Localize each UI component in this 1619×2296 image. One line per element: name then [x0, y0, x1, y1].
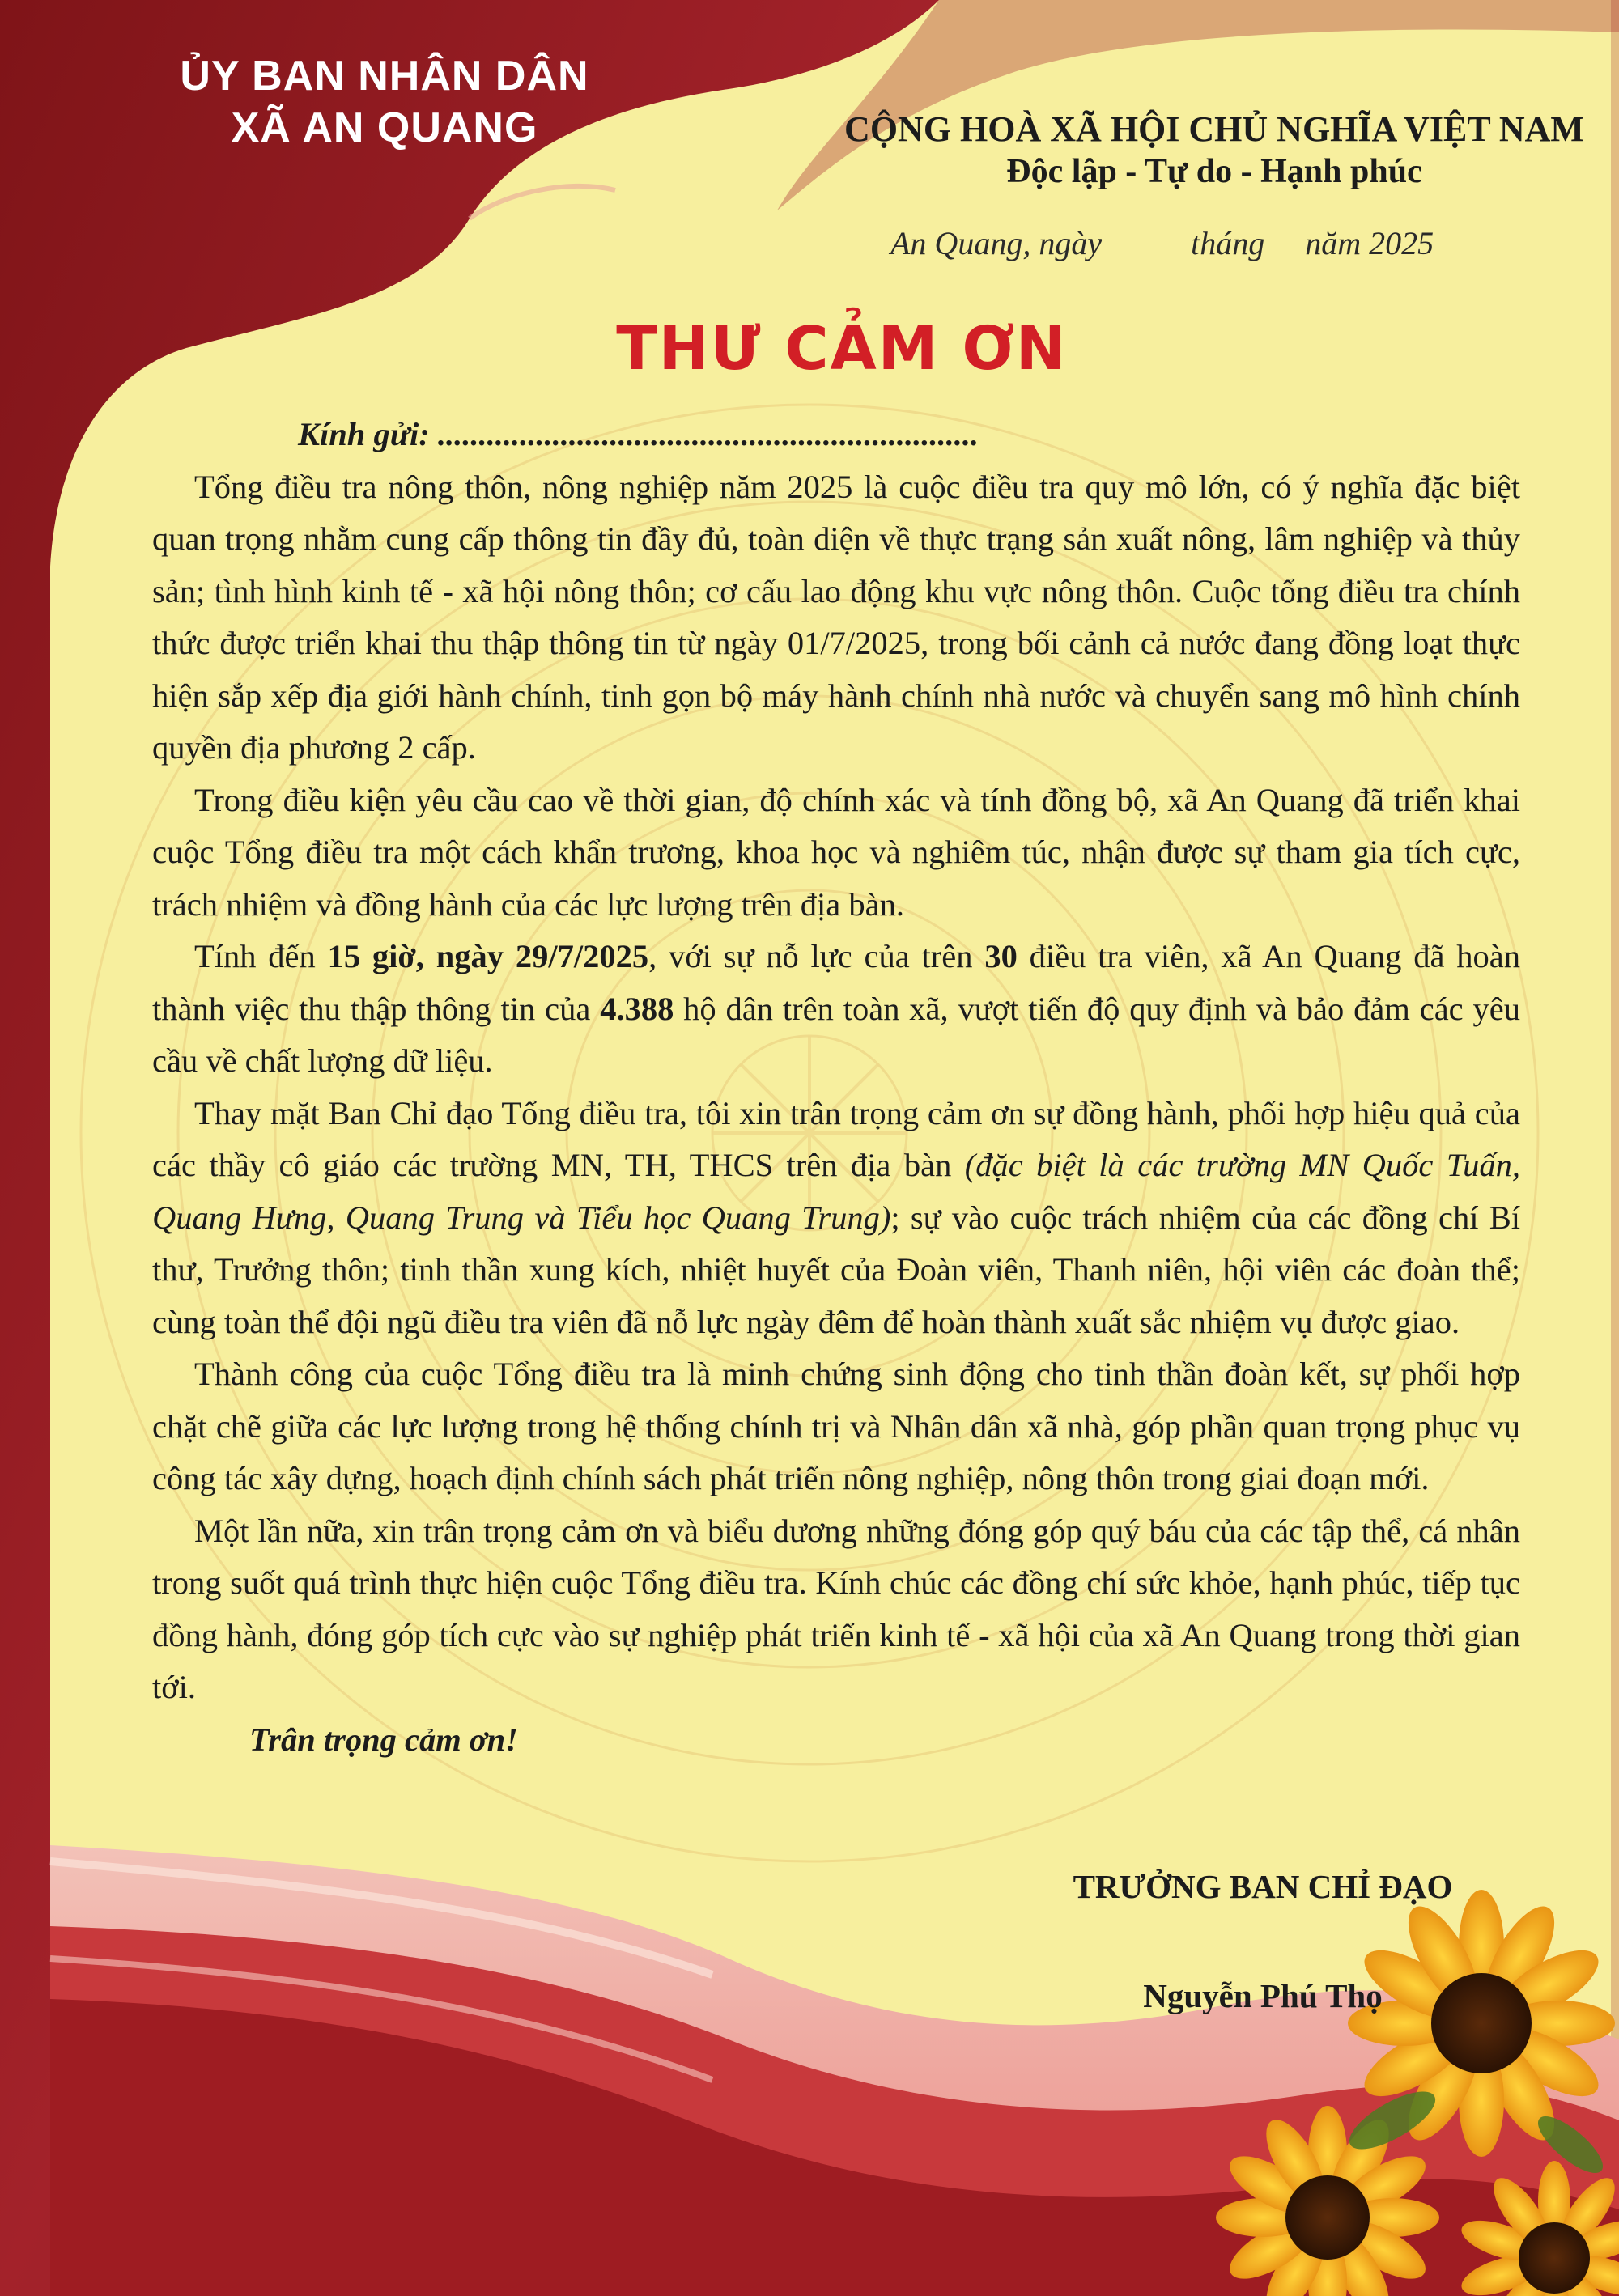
date-month: tháng [1191, 225, 1265, 261]
national-motto: Độc lập - Tự do - Hạnh phúc [1006, 153, 1422, 190]
paragraph-2: Trong điều kiện yêu cầu cao về thời gian, độ chính xác và tính đồng bộ, xã An Quang đã triển khai cuộc Tổng điều tra một cách khẩn trương, khoa học và nghiêm túc, nhận được sự tham gia tích cực, trách nhiệm và đồng hành của các lực lượng trên địa bàn. [152, 781, 1520, 923]
paragraph-3 [152, 931, 1520, 1088]
p4-text-2: ; sự vào cuộc trách nhiệm của các đồng chí Bí thư, Trưởng thôn; tinh thần xung kích, nhiệt huyết của Đoàn viên, Thanh niên, hội viên các đoàn thể; cùng toàn thể đội ngũ điều tra viên đã nỗ lực ngày đêm để hoàn thành xuất sắc nhiệm vụ được giao. [152, 1199, 1521, 1340]
p3-text-4: hộ dân trên toàn xã, vượt tiến độ quy định và bảo đảm các yêu cầu về chất lượng dữ liệu. [152, 990, 1520, 1079]
date-line [890, 223, 1538, 264]
p3-text-1: Tính đến [194, 938, 328, 974]
p4-italic-schools: (đặc biệt là các trường MN Quốc Tuấn, Quang Hưng, Quang Trung và Tiểu học Quang Trung) [152, 1147, 1520, 1236]
p3-text-2: , với sự nỗ lực của trên [648, 938, 985, 974]
national-title: CỘNG HOÀ XÃ HỘI CHỦ NGHĨA VIỆT NAM [844, 109, 1584, 149]
signer-name: Nguyễn Phú Thọ [1143, 1977, 1383, 2014]
date-place: An Quang, ngày [890, 225, 1103, 261]
org-line-2: XÃ AN QUANG [231, 104, 538, 151]
p4-text-1: Thay mặt Ban Chỉ đạo Tổng điều tra, tôi xin trân trọng cảm ơn sự đồng hành, phối hợp hiệu quả của các thầy cô giáo các trường MN, TH, THCS trên địa bàn [152, 1094, 1520, 1183]
greeting: Kính gửi: .................................................................. [298, 416, 979, 452]
paragraph-1: Tổng điều tra nông thôn, nông nghiệp năm 2025 là cuộc điều tra quy mô lớn, có ý nghĩa đặc biệt quan trọng nhằm cung cấp thông tin đầy đủ, toàn diện về thực trạng sản xuất nông, lâm nghiệp và thủy sản; tình hình kinh tế - xã hội nông thôn; cơ cấu lao động khu vực nông thôn. Cuộc tổng điều tra chính thức được triển khai thu thập thông tin từ ngày 01/7/2025, trong bối cảnh cả nước đang đồng loạt thực hiện sắp xếp địa giới hành chính, tinh gọn bộ máy hành chính nhà nước và chuyển sang mô hình chính quyền địa phương 2 cấp. [152, 468, 1520, 766]
p3-bold-count: 30 [984, 938, 1018, 974]
signer-role: TRƯỞNG BAN CHỈ ĐẠO [1073, 1868, 1453, 1905]
p3-bold-time: 15 giờ, ngày 29/7/2025 [327, 938, 649, 974]
letter-body [152, 409, 1520, 1766]
letter-title: THƯ CẢM ƠN [616, 314, 1068, 384]
date-year: năm 2025 [1305, 225, 1434, 261]
paragraph-4 [152, 1088, 1520, 1349]
issuing-authority [121, 50, 648, 154]
org-line-1: ỦY BAN NHÂN DÂN [180, 53, 589, 100]
closing-line: Trân trọng cảm ơn! [249, 1721, 518, 1758]
paragraph-6: Một lần nữa, xin trân trọng cảm ơn và biểu dương những đóng góp quý báu của các tập thể, cá nhân trong suốt quá trình thực hiện cuộc Tổng điều tra. Kính chúc các đồng chí sức khỏe, hạnh phúc, tiếp tục đồng hành, đóng góp tích cực vào sự nghiệp phát triển kinh tế - xã hội của xã An Quang trong thời gian tới. [152, 1512, 1520, 1705]
paragraph-5: Thành công của cuộc Tổng điều tra là minh chứng sinh động cho tinh thần đoàn kết, sự phối hợp chặt chẽ giữa các lực lượng trong hệ thống chính trị và Nhân dân xã nhà, góp phần quan trọng phục vụ công tác xây dựng, hoạch định chính sách phát triển nông nghiệp, nông thôn trong giai đoạn mới. [152, 1356, 1520, 1496]
p3-bold-households: 4.388 [600, 990, 674, 1027]
p3-text-3: điều tra viên, xã An Quang đã hoàn thành việc thu thập thông tin của [152, 938, 1520, 1027]
